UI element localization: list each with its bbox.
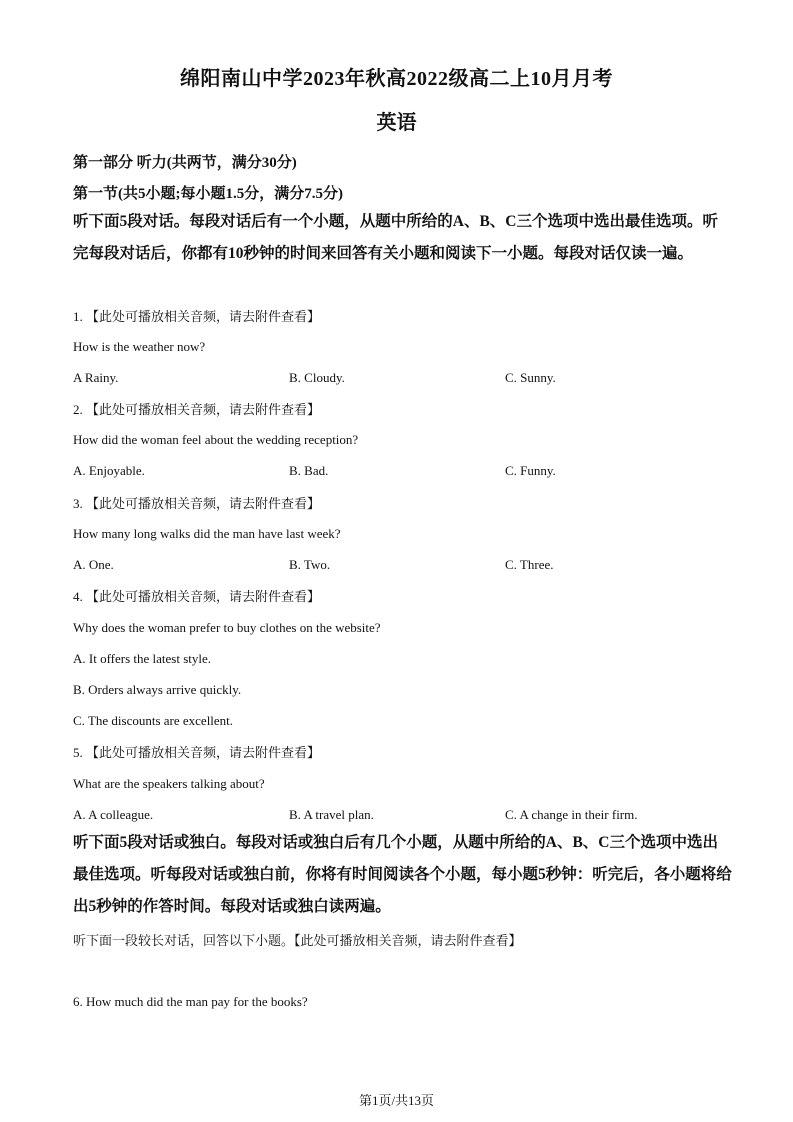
question-5: What are the speakers talking about?	[73, 776, 265, 791]
question-2: How did the woman feel about the wedding reception?	[73, 432, 359, 447]
audio-prompt-2[interactable]: 2. 【此处可播放相关音频，请去附件查看】	[73, 402, 321, 417]
exam-title: 绵阳南山中学2023年秋高2022级高二上10月月考	[180, 68, 613, 90]
question-3: How many long walks did the man have last week?	[73, 526, 341, 541]
q3-option-b: B. Two.	[289, 557, 331, 572]
q2-option-c: C. Funny.	[505, 463, 556, 478]
section2-instructions: 听下面5段对话或独白。每段对话或独白后有几个小题，从题中所给的A、B、C三个选项中选出最佳选项。听每段对话或独白前，你将有时间阅读各个小题，每小题5秒钟：听完后，各小题将给出5秒钟的作答时间。每段对话或独白读两遍。	[73, 834, 732, 915]
q1-option-b: B. Cloudy.	[289, 370, 345, 385]
q2-option-b: B. Bad.	[289, 463, 329, 478]
question-4: Why does the woman prefer to buy clothes on the website?	[73, 620, 381, 635]
page-number: 第1页/共13页	[358, 1093, 435, 1108]
question-6: 6. How much did the man pay for the books?	[73, 994, 308, 1009]
q1-option-a: A Rainy.	[73, 370, 119, 385]
q5-option-c: C. A change in their firm.	[505, 807, 638, 822]
q5-option-b: B. A travel plan.	[289, 807, 374, 822]
q4-option-a: A. It offers the latest style.	[73, 651, 212, 666]
question-1: How is the weather now?	[73, 339, 206, 354]
audio-prompt-3[interactable]: 3. 【此处可播放相关音频，请去附件查看】	[73, 496, 321, 511]
q4-option-c: C. The discounts are excellent.	[73, 713, 234, 728]
audio-prompt-4[interactable]: 4. 【此处可播放相关音频，请去附件查看】	[73, 589, 321, 604]
audio-prompt-6[interactable]: 听下面一段较长对话，回答以下小题。【此处可播放相关音频，请去附件查看】	[73, 933, 522, 948]
section1-instructions: 听下面5段对话。每段对话后有一个小题，从题中所给的A、B、C三个选项中选出最佳选项。听完每段对话后，你都有10秒钟的时间来回答有关小题和阅读下一小题。每段对话仅读一遍。	[73, 213, 718, 262]
subject-title: 英语	[376, 112, 417, 134]
section1-heading: 第一节(共5小题;每小题1.5分，满分7.5分)	[73, 186, 343, 202]
q4-option-b: B. Orders always arrive quickly.	[73, 682, 242, 697]
q3-option-a: A. One.	[73, 557, 114, 572]
q3-option-c: C. Three.	[505, 557, 554, 572]
audio-prompt-1[interactable]: 1. 【此处可播放相关音频，请去附件查看】	[73, 309, 321, 324]
audio-prompt-5[interactable]: 5. 【此处可播放相关音频，请去附件查看】	[73, 745, 321, 760]
q1-option-c: C. Sunny.	[505, 370, 556, 385]
part1-heading: 第一部分 听力(共两节，满分30分)	[73, 155, 297, 171]
q5-option-a: A. A colleague.	[73, 807, 154, 822]
q2-option-a: A. Enjoyable.	[73, 463, 145, 478]
